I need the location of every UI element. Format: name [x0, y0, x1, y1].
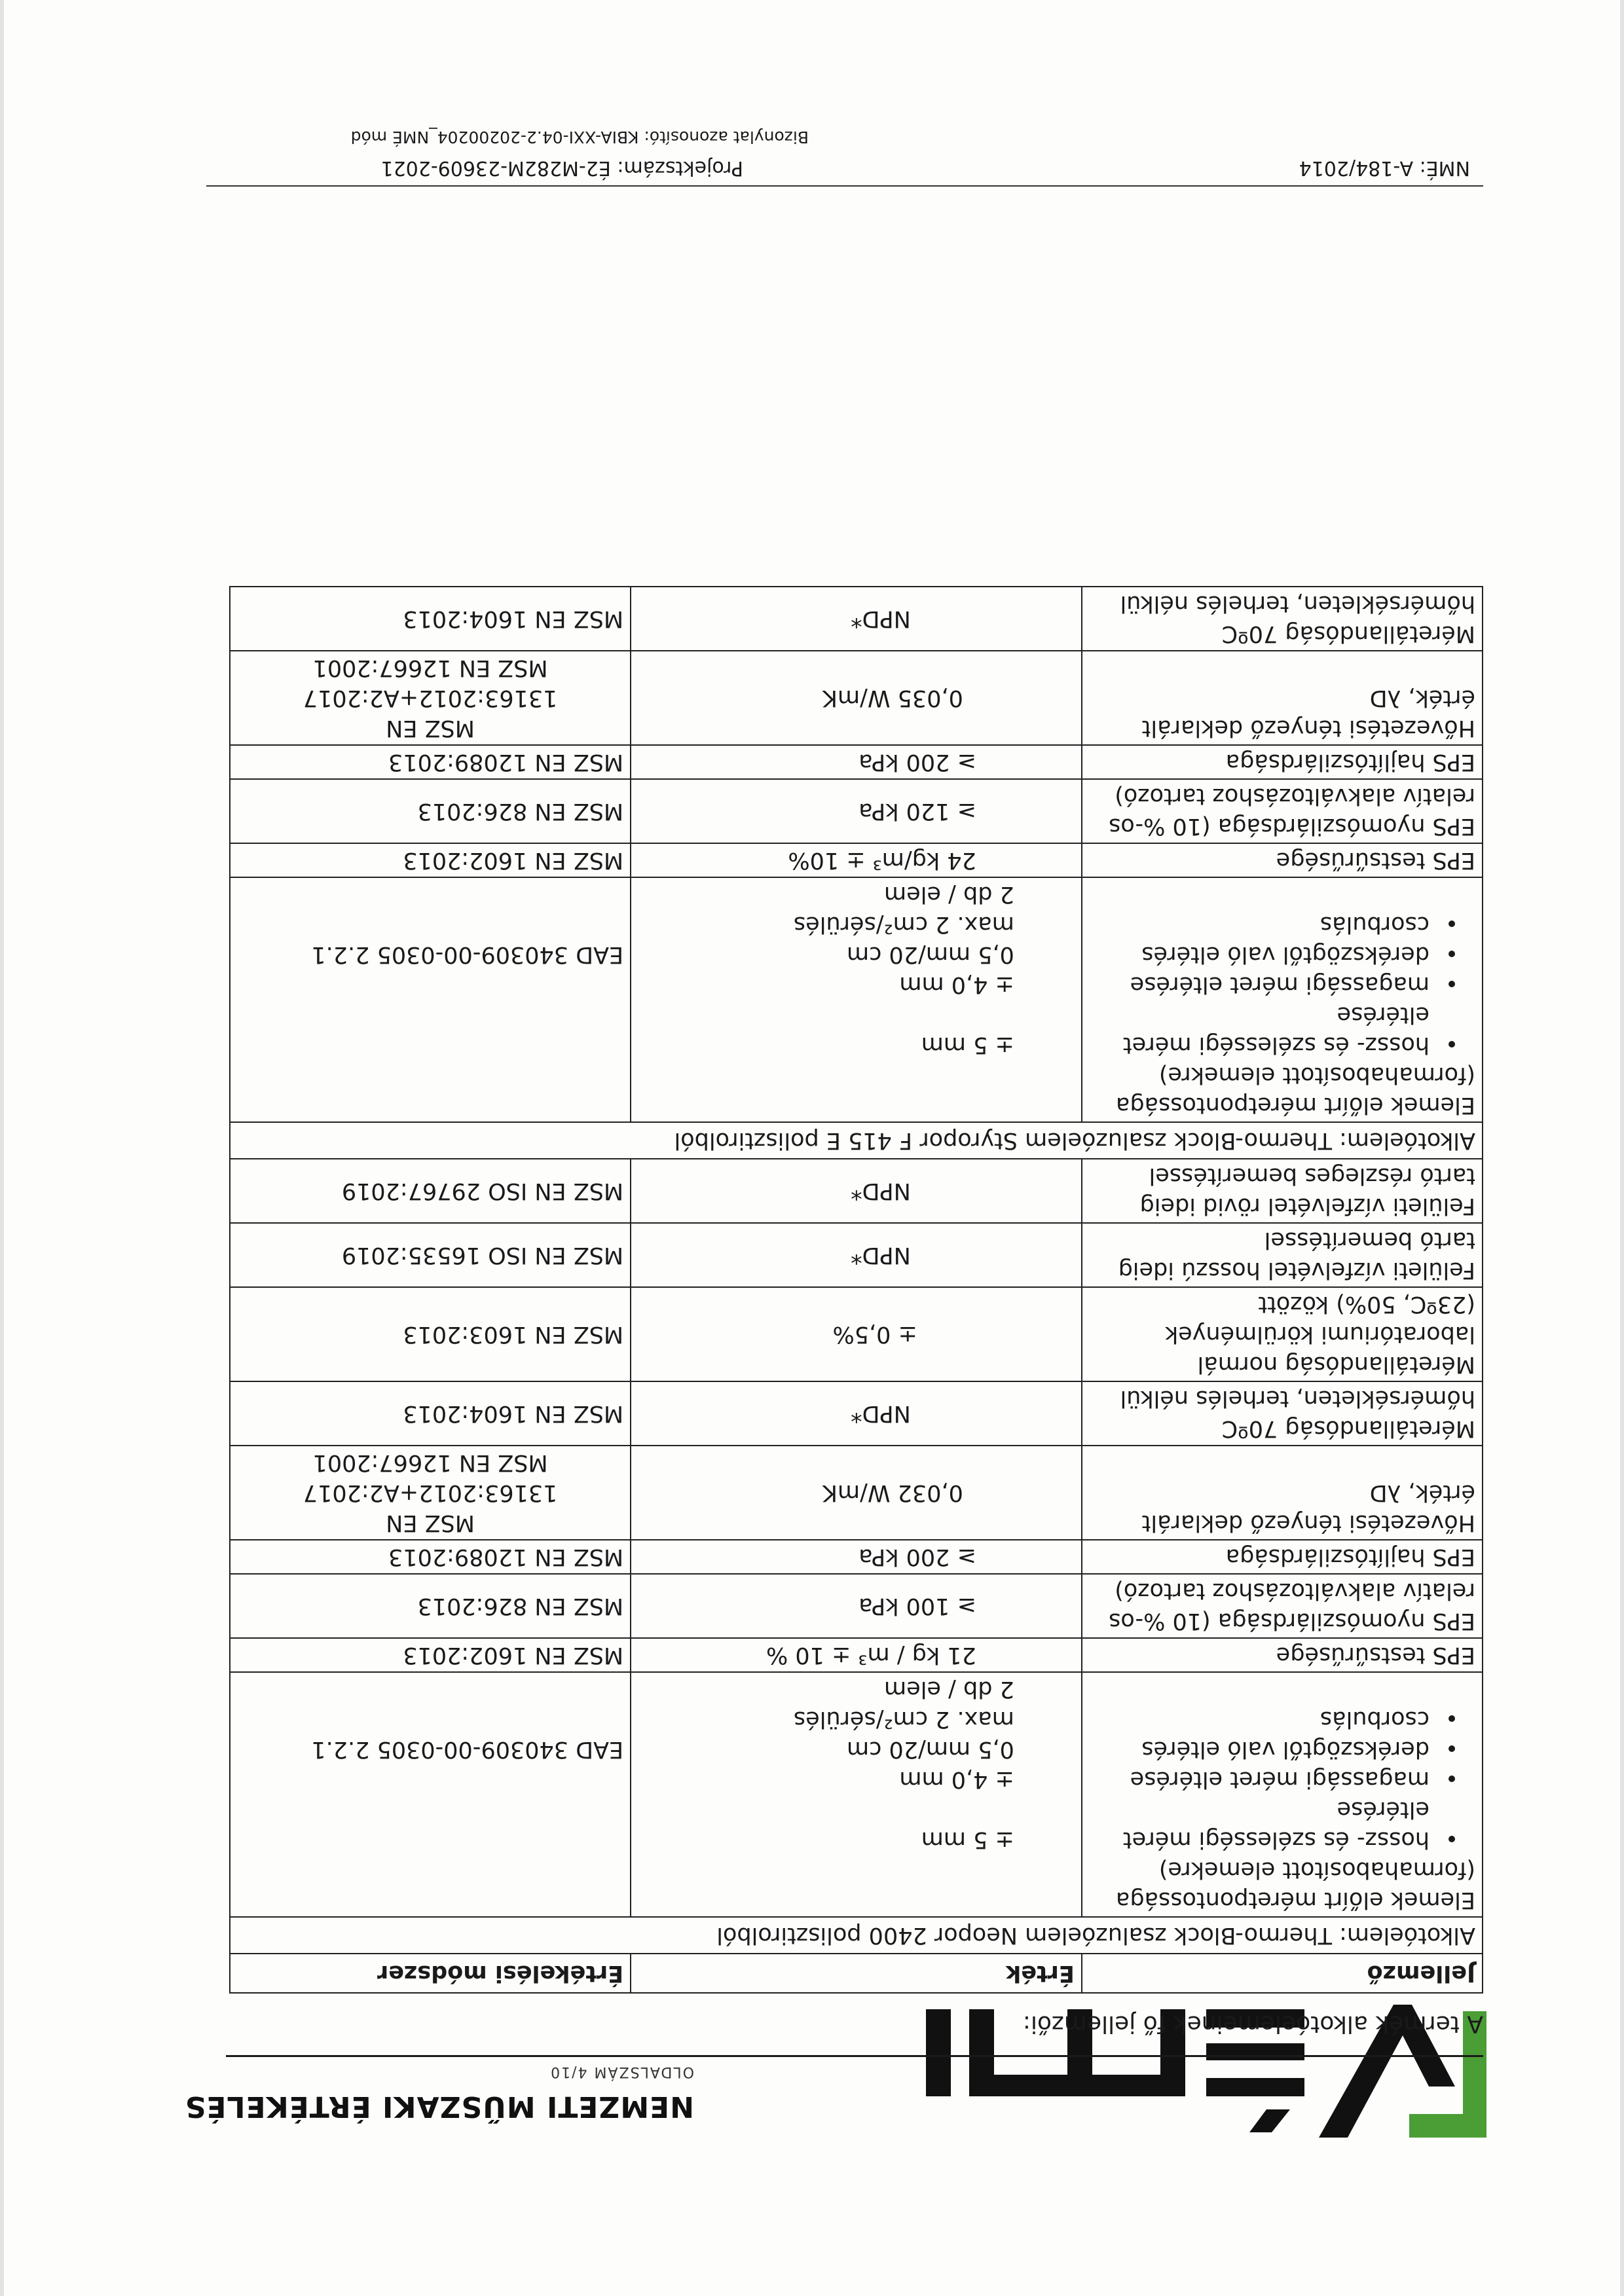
value-cell: ≥ 200 kPa	[631, 745, 1082, 779]
characteristic-cell: EPS testsűrűsége	[1082, 843, 1483, 877]
footer-nme-number: NMÉ: A-184/2014	[1299, 156, 1470, 179]
method-cell	[230, 1672, 631, 1917]
method-text: EAD 340309-00-0305 2.2.1	[311, 1736, 624, 1762]
footer-certificate-id: Bizonylat azonosító: KBIA-XXI-04.2-20200204_NMÉ mód	[350, 128, 809, 147]
table-row	[230, 1540, 1483, 1574]
column-header-characteristic: Jellemző	[1082, 1954, 1483, 1993]
characteristic-cell: EPS hajlítószilárdsága	[1082, 1540, 1483, 1574]
value-line: max. 2 cm²/sérülés	[793, 911, 1014, 938]
tolerance-list	[1089, 1704, 1475, 1855]
value-cell: 21 kg / m³ ± 10 %	[631, 1638, 1082, 1672]
method-cell: MSZ EN 12089:2013	[230, 1540, 631, 1574]
value-cell: NPD*	[631, 1223, 1082, 1287]
characteristics-table	[229, 586, 1483, 1994]
table-row	[230, 1223, 1483, 1287]
value-cell: NPD*	[631, 587, 1082, 651]
table-row	[230, 877, 1483, 1122]
characteristic-cell: EPS nyomószilárdsága (10 %-os relatív alakváltozáshoz tartozó)	[1082, 779, 1483, 843]
value-line: ± 4,0 mm	[899, 972, 1014, 998]
value-cell: NPD*	[631, 1159, 1082, 1223]
value-line: 2 db / elem	[884, 1676, 1014, 1702]
characteristic-cell: Méretállandóság normál laboratóriumi körülmények (23ºC, 50%) között	[1082, 1287, 1483, 1381]
characteristic-cell: Felületi vízfelvétel rövid ideig tartó részleges bemerítéssel	[1082, 1159, 1483, 1223]
page-number: OLDALSZÁM 4/10	[549, 2064, 694, 2080]
characteristic-cell	[1082, 1672, 1483, 1917]
value-line: max. 2 cm²/sérülés	[793, 1706, 1014, 1732]
table-row	[230, 843, 1483, 877]
footer-project-number: Projektszám: É2-M282M-23609-2021	[380, 156, 743, 179]
characteristic-cell: Méretállandóság 70ºC hőmérsékleten, terhelés nélkül	[1082, 1381, 1483, 1446]
list-item: • csorbulás	[1089, 909, 1437, 939]
method-cell: MSZ EN 826:2013	[230, 779, 631, 843]
table-header-row	[230, 1954, 1483, 1993]
tolerance-list	[1089, 909, 1475, 1060]
list-item: • derékszögtől való eltérés	[1089, 939, 1437, 970]
value-line: ± 5 mm	[921, 1827, 1014, 1853]
list-item: • csorbulás	[1089, 1704, 1437, 1734]
value-cell: 24 kg/m³ ± 10%	[631, 843, 1082, 877]
table-row	[230, 779, 1483, 843]
characteristic-label: Elemek előírt méretpontossága (formahabosított elemekre)	[1115, 1857, 1475, 1913]
intro-text: A termék alkotóelemeinek fő jellemzői:	[1022, 2011, 1483, 2037]
method-cell: MSZ EN 1604:2013	[230, 1381, 631, 1446]
table-row	[230, 587, 1483, 651]
table-row	[230, 1159, 1483, 1223]
scan-edge-right	[0, 0, 4, 2296]
characteristic-cell: EPS nyomószilárdsága (10 %-os relatív alakváltozáshoz tartozó)	[1082, 1574, 1483, 1638]
list-item: • derékszögtől való eltérés	[1089, 1734, 1437, 1764]
method-cell: MSZ EN 1602:2013	[230, 1638, 631, 1672]
value-line: 0,5 mm/20 cm	[847, 1736, 1014, 1762]
list-item: • hossz- és szélességi méret eltérése	[1089, 1795, 1437, 1855]
value-cell: 0,032 W/mK	[631, 1446, 1082, 1540]
value-line: 2 db / elem	[884, 881, 1014, 907]
list-item: • magassági méret eltérése	[1089, 1764, 1437, 1795]
value-cell: NPD*	[631, 1381, 1082, 1446]
method-cell: MSZ EN ISO 16535:2019	[230, 1223, 631, 1287]
method-cell: MSZ EN 13163:2012+A2:2017 MSZ EN 12667:2001	[230, 651, 631, 745]
table-row	[230, 745, 1483, 779]
value-cell	[631, 877, 1082, 1122]
section-row	[230, 1917, 1483, 1954]
value-cell: ≥ 100 kPa	[631, 1574, 1082, 1638]
method-cell: MSZ EN 1602:2013	[230, 843, 631, 877]
characteristic-cell: EPS hajlítószilárdsága	[1082, 745, 1483, 779]
list-item: • magassági méret eltérése	[1089, 970, 1437, 1000]
method-cell: MSZ EN 1604:2013	[230, 587, 631, 651]
value-cell	[631, 1672, 1082, 1917]
value-line: 0,5 mm/20 cm	[847, 941, 1014, 968]
value-cell: 0,035 W/mK	[631, 651, 1082, 745]
method-text: EAD 340309-00-0305 2.2.1	[311, 941, 624, 968]
characteristic-cell: EPS testsűrűsége	[1082, 1638, 1483, 1672]
table-row	[230, 1672, 1483, 1917]
list-item: • hossz- és szélességi méret eltérése	[1089, 1000, 1437, 1060]
document-title: NEMZETI MŰSZAKI ÉRTÉKELÉS	[184, 2090, 694, 2123]
footer-divider	[206, 185, 1483, 187]
column-header-value: Érték	[631, 1954, 1082, 1993]
value-line: ± 5 mm	[921, 1032, 1014, 1058]
characteristic-cell	[1082, 877, 1483, 1122]
section-row	[230, 1122, 1483, 1159]
method-cell	[230, 877, 631, 1122]
table-row	[230, 1638, 1483, 1672]
characteristic-cell: Felületi vízfelvétel hosszú ideig tartó bemerítéssel	[1082, 1223, 1483, 1287]
table-row	[230, 1446, 1483, 1540]
section-title: Alkotóelem: Thermo-Block zsaluzóelem Neopor 2400 polisztirolból	[230, 1917, 1483, 1954]
value-cell: ≥ 120 kPa	[631, 779, 1082, 843]
method-cell: MSZ EN 826:2013	[230, 1574, 631, 1638]
table-row	[230, 651, 1483, 745]
method-cell: MSZ EN ISO 29767:2019	[230, 1159, 631, 1223]
characteristic-cell: Méretállandóság 70ºC hőmérsékleten, terhelés nélkül	[1082, 587, 1483, 651]
column-header-method: Értékelési módszer	[230, 1954, 631, 1993]
table-row	[230, 1381, 1483, 1446]
header-divider	[226, 2055, 1483, 2057]
characteristic-cell: Hővezetési tényező deklarált érték, λD	[1082, 1446, 1483, 1540]
table-row	[230, 1574, 1483, 1638]
method-cell: MSZ EN 12089:2013	[230, 745, 631, 779]
value-line: ± 4,0 mm	[899, 1766, 1014, 1793]
table-row	[230, 1287, 1483, 1381]
section-title: Alkotóelem: Thermo-Block zsaluzóelem Styropor F 415 E polisztirolból	[230, 1122, 1483, 1159]
value-cell: ≥ 200 kPa	[631, 1540, 1082, 1574]
method-cell: MSZ EN 13163:2012+A2:2017 MSZ EN 12667:2001	[230, 1446, 631, 1540]
value-cell: ± 0,5%	[631, 1287, 1082, 1381]
characteristic-label: Elemek előírt méretpontossága (formahabosított elemekre)	[1115, 1062, 1475, 1118]
characteristic-cell: Hővezetési tényező deklarált érték, λD	[1082, 651, 1483, 745]
scan-edge-left	[1620, 0, 1624, 2296]
method-cell: MSZ EN 1603:2013	[230, 1287, 631, 1381]
